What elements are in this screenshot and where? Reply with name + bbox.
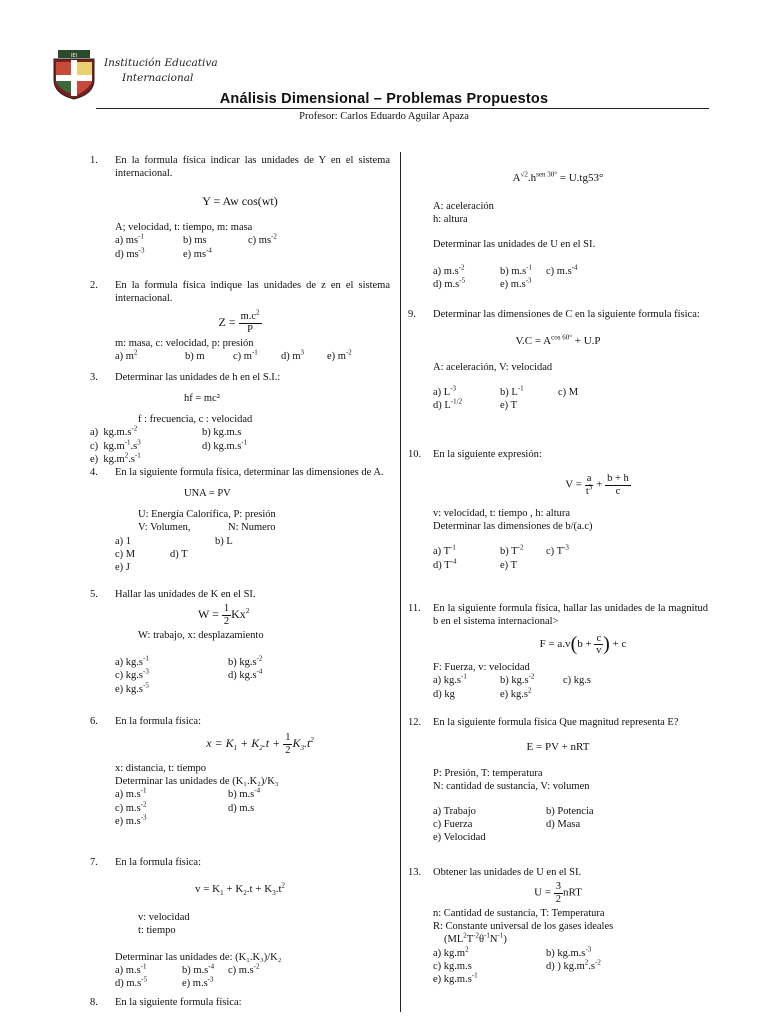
options — [90, 426, 390, 465]
question-number: 13. — [408, 867, 422, 878]
option-a: a) $kg.m^2$ — [433, 945, 469, 959]
option-b: b) $m.s^{-4}$ — [228, 786, 261, 801]
options — [90, 350, 390, 363]
variables-1: A: aceleración — [433, 200, 494, 212]
svg-text:IEI: IEI — [70, 53, 78, 59]
variable-v: V: Volumen, — [138, 522, 191, 534]
variables: f : frecuencia, c : velocidad — [138, 414, 253, 426]
equation: V = $\frac{a}{t^3}$ + $\frac{b + h}{c}$ — [565, 473, 629, 497]
option-a: a) Trabajo — [433, 806, 476, 818]
question-number: 7. — [90, 857, 98, 868]
equation: Y = Aw cos(wt) — [202, 194, 278, 209]
option-e: e) $m^{-2}$ — [327, 348, 352, 363]
option-d: d) ) $kg.m^2.s^{-2}$ — [546, 958, 601, 972]
option-c: c) $kg.s^{-3}$ — [115, 667, 149, 682]
option-d: d) Masa — [546, 819, 581, 831]
question-text: En la formula física indique las unidades de z en el sistema internacional. — [115, 280, 390, 305]
question-7 — [90, 856, 390, 991]
title-divider — [96, 108, 709, 109]
question-text: Hallar las unidades de K en el SI. — [115, 589, 256, 600]
page-title: Análisis Dimensional – Problemas Propuestos — [219, 91, 549, 107]
institution-line-2: Internacional — [122, 72, 194, 84]
option-a: a) $m^2$ — [115, 348, 138, 363]
equation: $v = K_1 + K_2.t + K_3.t^2$ — [194, 881, 286, 898]
option-d: d) $m.s^{-5}$ — [433, 276, 466, 291]
question-number: 1. — [90, 155, 98, 166]
question-ask: Determinar las dimensiones de b/(a.c) — [433, 521, 593, 533]
question-3 — [90, 371, 390, 466]
question-6 — [90, 715, 390, 828]
question-4 — [90, 466, 390, 574]
question-number: 9. — [408, 309, 416, 320]
column-divider — [400, 152, 401, 1012]
variables: A; velocidad, t: tiempo, m: masa — [115, 222, 253, 234]
variables-1: P: Presión, T: temperatura — [433, 767, 543, 779]
options — [408, 265, 708, 291]
equation: U = $\frac{3}{2}$ nRT — [534, 881, 582, 905]
option-d: d) $ms^{-3}$ — [115, 246, 145, 260]
equation: $A^{√2}.h^{sen 30^\circ} = U.tg53^\circ$ — [512, 170, 604, 184]
equation: $V.C = A^{cos 60^\circ} + U.P$ — [515, 333, 601, 348]
professor-line: Profesor: Carlos Eduardo Aguilar Apaza — [299, 111, 469, 122]
question-number: 11. — [408, 603, 421, 614]
question-number: 10. — [408, 449, 422, 460]
question-number: 6. — [90, 716, 98, 727]
question-ask: Determinar las unidades de (K₁.K₂)/K₃ — [115, 776, 279, 788]
option-a: a) $ms^{-1}$ — [115, 232, 144, 247]
option-e: e) J — [115, 561, 130, 573]
equation: Z = $\frac{m.c^2}{P}$ — [218, 308, 260, 335]
option-d: d) T — [170, 548, 188, 560]
question-text: En la siguiente formula física: — [115, 997, 242, 1008]
variables: m: masa, c: velocidad, p: presión — [115, 338, 254, 350]
option-b: b) ms — [183, 235, 207, 247]
variables-1: n: Cantidad de sustancia, T: Temperatura — [433, 908, 605, 920]
option-c: c) kg.s — [563, 675, 591, 687]
options — [408, 386, 708, 412]
option-e: e) $kg.m^2.s^{-1}$ — [90, 451, 141, 465]
question-text: En la siguiente formula física Que magnitud representa E? — [433, 717, 679, 728]
options — [408, 805, 708, 844]
question-number: 4. — [90, 467, 98, 478]
option-d: d) $kg.s^{-4}$ — [228, 667, 263, 682]
options — [90, 535, 315, 548]
option-e: e) $m.s^{-3}$ — [182, 975, 214, 990]
options — [408, 674, 708, 700]
option-c: c) $kg.m^{-1}.s^3$ — [90, 438, 141, 452]
option-e: e) Velocidad — [433, 832, 486, 844]
question-ask: Determinar las unidades de U en el SI. — [433, 239, 596, 250]
variables: W: trabajo, x: desplazamiento — [138, 630, 264, 642]
option-c: c) $ms^{-2}$ — [248, 232, 277, 247]
variables: x: distancia, t: tiempo — [115, 763, 206, 775]
option-e: e) $kg.m.s^{-1}$ — [433, 971, 478, 985]
equation: UNA = PV — [184, 488, 231, 500]
option-b: b) $kg.s^{-2}$ — [500, 672, 535, 687]
equation: $x = K_1 + K_2.t$ + $\frac{1}{2}$ $K_3.t^2$ — [206, 732, 314, 756]
option-d: d) $kg.m.s^{-1}$ — [202, 438, 248, 452]
variables-2: h: altura — [433, 213, 468, 225]
option-e: e) $kg.s^{-5}$ — [115, 681, 149, 695]
question-number: 12. — [408, 717, 422, 728]
option-a: a) $kg.s^{-1}$ — [433, 672, 467, 687]
option-c: c) $m.s^{-2}$ — [115, 800, 147, 814]
option-d: d) $T^{-4}$ — [433, 557, 457, 571]
question-number: 5. — [90, 589, 98, 600]
question-number: 3. — [90, 372, 98, 383]
option-b: b) $kg.s^{-2}$ — [228, 654, 263, 669]
question-text: En la siguiente formula física, determinar las dimensiones de A. — [115, 467, 384, 478]
dimension-formula: $(ML^2T^{-2}\theta^{-1}N^{-1})$ — [444, 931, 507, 946]
option-a: a) $T^{-1}$ — [433, 543, 456, 558]
equation: W = $\frac{1}{2}$ Kx$^2$ — [198, 603, 250, 627]
question-text: En la siguiente formula física, hallar las unidades de la magnitud b en el sistema internacional> — [433, 603, 708, 628]
option-b: b) Potencia — [546, 806, 594, 818]
option-b: b) m — [185, 351, 205, 363]
option-b: b) $m.s^{-1}$ — [500, 263, 533, 278]
question-text: En la formula física: — [115, 857, 202, 868]
variables: F: Fuerza, v: velocidad — [433, 662, 530, 674]
option-c: c) $m.s^{-4}$ — [546, 263, 578, 278]
variables-2: R: Constante universal de los gases ideales — [433, 921, 614, 933]
question-5 — [90, 588, 390, 696]
option-d: d) kg — [433, 688, 455, 700]
option-e: e) T — [500, 400, 518, 412]
question-1 — [90, 154, 390, 261]
options — [90, 656, 390, 695]
option-a: a) $m.s^{-1}$ — [115, 786, 147, 801]
options — [90, 964, 390, 990]
option-d: d) $m^3$ — [281, 348, 305, 363]
question-2 — [90, 279, 390, 364]
question-text: En la siguiente expresión: — [433, 449, 542, 460]
option-e: e) $kg.s^2$ — [500, 686, 532, 700]
question-13 — [408, 866, 708, 986]
equation: E = PV + nRT — [526, 741, 590, 754]
options — [408, 947, 708, 986]
institution-line-1: Institución Educativa — [104, 57, 218, 69]
option-d: d) $m.s^{-5}$ — [115, 975, 148, 990]
question-text: Obtener las unidades de U en el SI. — [433, 867, 582, 878]
question-12 — [408, 716, 708, 845]
option-a: a) $kg.s^{-1}$ — [115, 654, 149, 669]
variables-1: U: Energía Calorífica, P: presión — [138, 509, 276, 521]
question-number: 2. — [90, 280, 98, 291]
option-b: b) L — [215, 535, 233, 547]
option-c: c) $m^{-1}$ — [233, 348, 258, 363]
question-8 — [90, 996, 390, 1009]
question-text: Determinar las unidades de h en el S.I.: — [115, 372, 281, 383]
option-e: e) T — [500, 559, 518, 571]
variable-n: N: Numero — [228, 522, 276, 534]
option-d: d) m.s — [228, 802, 255, 814]
option-c: c) $m.s^{-2}$ — [228, 962, 260, 977]
question-ask: Determinar las unidades de: (K₁.K₃)/K₂ — [115, 952, 282, 964]
equation: hf = mc² — [184, 393, 220, 405]
option-b: b) $m.s^{-4}$ — [182, 962, 215, 977]
variables-2: t: tiempo — [138, 925, 176, 936]
question-10 — [408, 448, 708, 572]
variables-2 — [90, 521, 390, 534]
variables-2: N: cantidad de sustancia, V: volumen — [433, 781, 590, 792]
option-c: c) M — [558, 387, 579, 398]
option-c: c) $T^{-3}$ — [546, 543, 569, 558]
option-a: a) $kg.m.s^{-2}$ — [90, 424, 138, 439]
option-a: a) $L^{-3}$ — [433, 384, 457, 398]
options — [90, 788, 390, 827]
options — [90, 234, 390, 260]
option-a: a) $m.s^{-1}$ — [115, 962, 147, 977]
question-text: En la formula física indicar las unidades de Y en el sistema internacional. — [115, 155, 390, 180]
options-row-2 — [90, 548, 390, 561]
question-text: En la formula física: — [115, 716, 202, 727]
option-b: b) $L^{-1}$ — [500, 384, 524, 398]
question-11 — [408, 602, 708, 701]
variables-1: v: velocidad — [138, 911, 190, 923]
option-b: b) $T^{-2}$ — [500, 543, 524, 558]
variables: A: aceleración, V: velocidad — [433, 361, 553, 373]
question-number: 8. — [90, 997, 98, 1008]
question-8-continued — [408, 172, 708, 291]
question-9 — [408, 308, 708, 412]
option-c: c) kg.m.s — [433, 960, 472, 972]
option-e: e) $ms^{-4}$ — [183, 246, 212, 260]
option-e: e) $m.s^{-3}$ — [115, 813, 147, 827]
option-b: b) $kg.m.s^{-3}$ — [546, 945, 592, 959]
variables: v: velocidad, t: tiempo , h: altura — [433, 508, 571, 520]
option-a: a) $m.s^{-2}$ — [433, 263, 465, 278]
option-c: c) M — [115, 548, 136, 560]
options — [408, 545, 708, 571]
question-text: Determinar las dimensiones de C en la siguiente formula física: — [433, 309, 700, 320]
option-a: a) 1 — [115, 535, 132, 547]
option-b: b) kg.m.s — [202, 427, 242, 439]
option-d: d) $L^{-1/2}$ — [433, 397, 463, 412]
option-c: c) Fuerza — [433, 819, 473, 831]
equation: F = a.v(b + $\frac{c}{v}$ ) + c — [539, 632, 627, 657]
institution-name — [104, 56, 218, 86]
option-e: e) $m.s^{-3}$ — [500, 276, 532, 291]
